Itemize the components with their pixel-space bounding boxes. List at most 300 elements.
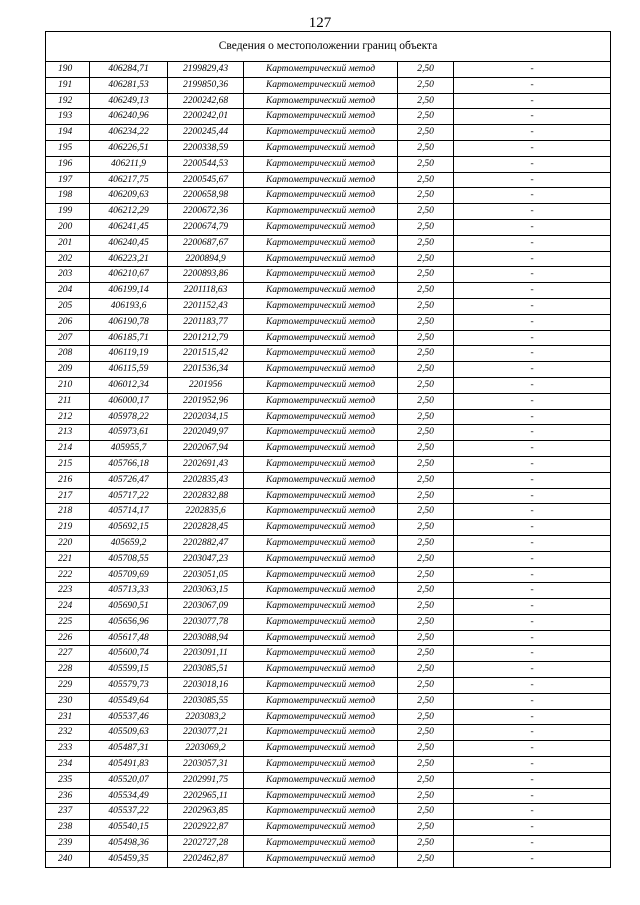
accuracy-cell: 2,50	[398, 393, 454, 409]
accuracy-cell: 2,50	[398, 646, 454, 662]
table-row	[46, 125, 611, 141]
method-cell: Картометрический метод	[244, 488, 398, 504]
point-number-cell: 239	[46, 836, 90, 852]
description-cell: -	[454, 267, 611, 283]
accuracy-cell: 2,50	[398, 156, 454, 172]
table-row	[46, 456, 611, 472]
description-cell: -	[454, 330, 611, 346]
accuracy-cell: 2,50	[398, 678, 454, 694]
y-coordinate-cell: 2203077,21	[168, 725, 244, 741]
description-cell: -	[454, 693, 611, 709]
y-coordinate-cell: 2200893,86	[168, 267, 244, 283]
point-number-cell: 224	[46, 599, 90, 615]
x-coordinate-cell: 406209,63	[90, 188, 168, 204]
point-number-cell: 203	[46, 267, 90, 283]
description-cell: -	[454, 851, 611, 867]
accuracy-cell: 2,50	[398, 725, 454, 741]
table-row	[46, 140, 611, 156]
point-number-cell: 196	[46, 156, 90, 172]
description-cell: -	[454, 204, 611, 220]
description-cell: -	[454, 583, 611, 599]
table-row	[46, 630, 611, 646]
description-cell: -	[454, 283, 611, 299]
y-coordinate-cell: 2200242,68	[168, 93, 244, 109]
table-row	[46, 314, 611, 330]
point-number-cell: 238	[46, 820, 90, 836]
point-number-cell: 222	[46, 567, 90, 583]
accuracy-cell: 2,50	[398, 551, 454, 567]
table-row	[46, 678, 611, 694]
point-number-cell: 226	[46, 630, 90, 646]
point-number-cell: 225	[46, 614, 90, 630]
method-cell: Картометрический метод	[244, 725, 398, 741]
table-body	[46, 32, 611, 868]
method-cell: Картометрический метод	[244, 314, 398, 330]
table-row	[46, 788, 611, 804]
method-cell: Картометрический метод	[244, 93, 398, 109]
table-row	[46, 77, 611, 93]
point-number-cell: 198	[46, 188, 90, 204]
accuracy-cell: 2,50	[398, 504, 454, 520]
method-cell: Картометрический метод	[244, 77, 398, 93]
table-row	[46, 504, 611, 520]
point-number-cell: 216	[46, 472, 90, 488]
y-coordinate-cell: 2201952,96	[168, 393, 244, 409]
y-coordinate-cell: 2200245,44	[168, 125, 244, 141]
table-row	[46, 757, 611, 773]
method-cell: Картометрический метод	[244, 836, 398, 852]
table-row	[46, 62, 611, 78]
method-cell: Картометрический метод	[244, 788, 398, 804]
method-cell: Картометрический метод	[244, 298, 398, 314]
point-number-cell: 236	[46, 788, 90, 804]
y-coordinate-cell: 2203077,78	[168, 614, 244, 630]
x-coordinate-cell: 405487,31	[90, 741, 168, 757]
description-cell: -	[454, 567, 611, 583]
x-coordinate-cell: 406226,51	[90, 140, 168, 156]
accuracy-cell: 2,50	[398, 614, 454, 630]
x-coordinate-cell: 405540,15	[90, 820, 168, 836]
description-cell: -	[454, 219, 611, 235]
method-cell: Картометрический метод	[244, 62, 398, 78]
accuracy-cell: 2,50	[398, 409, 454, 425]
table-row	[46, 267, 611, 283]
description-cell: -	[454, 251, 611, 267]
accuracy-cell: 2,50	[398, 583, 454, 599]
point-number-cell: 231	[46, 709, 90, 725]
table-row	[46, 599, 611, 615]
accuracy-cell: 2,50	[398, 298, 454, 314]
description-cell: -	[454, 156, 611, 172]
table-row	[46, 393, 611, 409]
x-coordinate-cell: 406249,13	[90, 93, 168, 109]
accuracy-cell: 2,50	[398, 741, 454, 757]
table-row	[46, 156, 611, 172]
y-coordinate-cell: 2200687,67	[168, 235, 244, 251]
point-number-cell: 190	[46, 62, 90, 78]
method-cell: Картометрический метод	[244, 109, 398, 125]
point-number-cell: 195	[46, 140, 90, 156]
description-cell: -	[454, 836, 611, 852]
description-cell: -	[454, 62, 611, 78]
accuracy-cell: 2,50	[398, 204, 454, 220]
boundary-table	[45, 31, 611, 868]
method-cell: Картометрический метод	[244, 583, 398, 599]
accuracy-cell: 2,50	[398, 188, 454, 204]
x-coordinate-cell: 406185,71	[90, 330, 168, 346]
x-coordinate-cell: 405537,22	[90, 804, 168, 820]
point-number-cell: 233	[46, 741, 90, 757]
description-cell: -	[454, 409, 611, 425]
method-cell: Картометрический метод	[244, 804, 398, 820]
x-coordinate-cell: 405955,7	[90, 441, 168, 457]
y-coordinate-cell: 2203067,09	[168, 599, 244, 615]
description-cell: -	[454, 140, 611, 156]
description-cell: -	[454, 377, 611, 393]
point-number-cell: 201	[46, 235, 90, 251]
accuracy-cell: 2,50	[398, 599, 454, 615]
y-coordinate-cell: 2202727,28	[168, 836, 244, 852]
y-coordinate-cell: 2203091,11	[168, 646, 244, 662]
point-number-cell: 223	[46, 583, 90, 599]
method-cell: Картометрический метод	[244, 283, 398, 299]
x-coordinate-cell: 406240,96	[90, 109, 168, 125]
y-coordinate-cell: 2202835,43	[168, 472, 244, 488]
method-cell: Картометрический метод	[244, 678, 398, 694]
table-row	[46, 188, 611, 204]
method-cell: Картометрический метод	[244, 535, 398, 551]
y-coordinate-cell: 2200894,9	[168, 251, 244, 267]
table-row	[46, 330, 611, 346]
method-cell: Картометрический метод	[244, 140, 398, 156]
y-coordinate-cell: 2201956	[168, 377, 244, 393]
point-number-cell: 207	[46, 330, 90, 346]
table-row	[46, 520, 611, 536]
description-cell: -	[454, 77, 611, 93]
point-number-cell: 228	[46, 662, 90, 678]
x-coordinate-cell: 406281,53	[90, 77, 168, 93]
accuracy-cell: 2,50	[398, 488, 454, 504]
x-coordinate-cell: 406240,45	[90, 235, 168, 251]
x-coordinate-cell: 406119,19	[90, 346, 168, 362]
x-coordinate-cell: 406000,17	[90, 393, 168, 409]
table-row	[46, 377, 611, 393]
description-cell: -	[454, 535, 611, 551]
point-number-cell: 229	[46, 678, 90, 694]
x-coordinate-cell: 405549,64	[90, 693, 168, 709]
table-row	[46, 709, 611, 725]
table-row	[46, 409, 611, 425]
method-cell: Картометрический метод	[244, 172, 398, 188]
y-coordinate-cell: 2202691,43	[168, 456, 244, 472]
method-cell: Картометрический метод	[244, 235, 398, 251]
accuracy-cell: 2,50	[398, 219, 454, 235]
x-coordinate-cell: 406115,59	[90, 362, 168, 378]
y-coordinate-cell: 2203063,15	[168, 583, 244, 599]
description-cell: -	[454, 725, 611, 741]
accuracy-cell: 2,50	[398, 425, 454, 441]
method-cell: Картометрический метод	[244, 772, 398, 788]
x-coordinate-cell: 405766,18	[90, 456, 168, 472]
y-coordinate-cell: 2200658,98	[168, 188, 244, 204]
y-coordinate-cell: 2203069,2	[168, 741, 244, 757]
accuracy-cell: 2,50	[398, 693, 454, 709]
description-cell: -	[454, 188, 611, 204]
y-coordinate-cell: 2201183,77	[168, 314, 244, 330]
description-cell: -	[454, 630, 611, 646]
table-row	[46, 219, 611, 235]
table-row	[46, 251, 611, 267]
x-coordinate-cell: 406234,22	[90, 125, 168, 141]
method-cell: Картометрический метод	[244, 472, 398, 488]
description-cell: -	[454, 472, 611, 488]
description-cell: -	[454, 599, 611, 615]
y-coordinate-cell: 2202034,15	[168, 409, 244, 425]
accuracy-cell: 2,50	[398, 662, 454, 678]
table-row	[46, 646, 611, 662]
x-coordinate-cell: 405978,22	[90, 409, 168, 425]
y-coordinate-cell: 2202882,47	[168, 535, 244, 551]
x-coordinate-cell: 406190,78	[90, 314, 168, 330]
table-row	[46, 567, 611, 583]
description-cell: -	[454, 551, 611, 567]
x-coordinate-cell: 405659,2	[90, 535, 168, 551]
method-cell: Картометрический метод	[244, 441, 398, 457]
accuracy-cell: 2,50	[398, 709, 454, 725]
point-number-cell: 215	[46, 456, 90, 472]
x-coordinate-cell: 405973,61	[90, 425, 168, 441]
table-row	[46, 741, 611, 757]
description-cell: -	[454, 125, 611, 141]
point-number-cell: 230	[46, 693, 90, 709]
point-number-cell: 210	[46, 377, 90, 393]
x-coordinate-cell: 406241,45	[90, 219, 168, 235]
point-number-cell: 220	[46, 535, 90, 551]
x-coordinate-cell: 405599,15	[90, 662, 168, 678]
description-cell: -	[454, 646, 611, 662]
y-coordinate-cell: 2202963,85	[168, 804, 244, 820]
method-cell: Картометрический метод	[244, 820, 398, 836]
y-coordinate-cell: 2202922,87	[168, 820, 244, 836]
table-row	[46, 725, 611, 741]
point-number-cell: 218	[46, 504, 90, 520]
accuracy-cell: 2,50	[398, 820, 454, 836]
description-cell: -	[454, 109, 611, 125]
method-cell: Картометрический метод	[244, 551, 398, 567]
y-coordinate-cell: 2201536,34	[168, 362, 244, 378]
y-coordinate-cell: 2199850,36	[168, 77, 244, 93]
y-coordinate-cell: 2200672,36	[168, 204, 244, 220]
point-number-cell: 219	[46, 520, 90, 536]
accuracy-cell: 2,50	[398, 804, 454, 820]
y-coordinate-cell: 2200242,01	[168, 109, 244, 125]
method-cell: Картометрический метод	[244, 125, 398, 141]
table-row	[46, 535, 611, 551]
description-cell: -	[454, 93, 611, 109]
x-coordinate-cell: 406199,14	[90, 283, 168, 299]
point-number-cell: 200	[46, 219, 90, 235]
method-cell: Картометрический метод	[244, 219, 398, 235]
method-cell: Картометрический метод	[244, 456, 398, 472]
x-coordinate-cell: 406211,9	[90, 156, 168, 172]
accuracy-cell: 2,50	[398, 93, 454, 109]
accuracy-cell: 2,50	[398, 77, 454, 93]
table-row	[46, 772, 611, 788]
point-number-cell: 208	[46, 346, 90, 362]
description-cell: -	[454, 504, 611, 520]
y-coordinate-cell: 2202832,88	[168, 488, 244, 504]
accuracy-cell: 2,50	[398, 235, 454, 251]
y-coordinate-cell: 2203018,16	[168, 678, 244, 694]
accuracy-cell: 2,50	[398, 567, 454, 583]
table-row	[46, 551, 611, 567]
point-number-cell: 227	[46, 646, 90, 662]
y-coordinate-cell: 2202835,6	[168, 504, 244, 520]
description-cell: -	[454, 393, 611, 409]
table-row	[46, 109, 611, 125]
x-coordinate-cell: 405534,49	[90, 788, 168, 804]
description-cell: -	[454, 456, 611, 472]
x-coordinate-cell: 405713,33	[90, 583, 168, 599]
point-number-cell: 232	[46, 725, 90, 741]
accuracy-cell: 2,50	[398, 314, 454, 330]
method-cell: Картометрический метод	[244, 741, 398, 757]
point-number-cell: 197	[46, 172, 90, 188]
point-number-cell: 234	[46, 757, 90, 773]
table-row	[46, 204, 611, 220]
point-number-cell: 206	[46, 314, 90, 330]
method-cell: Картометрический метод	[244, 567, 398, 583]
description-cell: -	[454, 678, 611, 694]
point-number-cell: 199	[46, 204, 90, 220]
description-cell: -	[454, 362, 611, 378]
accuracy-cell: 2,50	[398, 109, 454, 125]
table-row	[46, 804, 611, 820]
accuracy-cell: 2,50	[398, 456, 454, 472]
table-row	[46, 488, 611, 504]
table-row	[46, 235, 611, 251]
accuracy-cell: 2,50	[398, 851, 454, 867]
y-coordinate-cell: 2201152,43	[168, 298, 244, 314]
description-cell: -	[454, 298, 611, 314]
accuracy-cell: 2,50	[398, 362, 454, 378]
x-coordinate-cell: 405717,22	[90, 488, 168, 504]
x-coordinate-cell: 405579,73	[90, 678, 168, 694]
x-coordinate-cell: 405617,48	[90, 630, 168, 646]
table-row	[46, 851, 611, 867]
description-cell: -	[454, 235, 611, 251]
x-coordinate-cell: 405709,69	[90, 567, 168, 583]
table-row	[46, 693, 611, 709]
x-coordinate-cell: 405537,46	[90, 709, 168, 725]
point-number-cell: 205	[46, 298, 90, 314]
table-row	[46, 93, 611, 109]
point-number-cell: 240	[46, 851, 90, 867]
table-row	[46, 362, 611, 378]
accuracy-cell: 2,50	[398, 267, 454, 283]
accuracy-cell: 2,50	[398, 836, 454, 852]
description-cell: -	[454, 788, 611, 804]
accuracy-cell: 2,50	[398, 172, 454, 188]
point-number-cell: 211	[46, 393, 90, 409]
accuracy-cell: 2,50	[398, 441, 454, 457]
x-coordinate-cell: 406212,29	[90, 204, 168, 220]
point-number-cell: 237	[46, 804, 90, 820]
table-row	[46, 298, 611, 314]
table-row	[46, 836, 611, 852]
accuracy-cell: 2,50	[398, 377, 454, 393]
y-coordinate-cell: 2200545,67	[168, 172, 244, 188]
accuracy-cell: 2,50	[398, 140, 454, 156]
method-cell: Картометрический метод	[244, 504, 398, 520]
point-number-cell: 221	[46, 551, 90, 567]
y-coordinate-cell: 2199829,43	[168, 62, 244, 78]
x-coordinate-cell: 405491,83	[90, 757, 168, 773]
description-cell: -	[454, 172, 611, 188]
x-coordinate-cell: 405656,96	[90, 614, 168, 630]
table-row	[46, 172, 611, 188]
method-cell: Картометрический метод	[244, 851, 398, 867]
point-number-cell: 209	[46, 362, 90, 378]
y-coordinate-cell: 2202049,97	[168, 425, 244, 441]
method-cell: Картометрический метод	[244, 630, 398, 646]
table-row	[46, 614, 611, 630]
y-coordinate-cell: 2203051,05	[168, 567, 244, 583]
y-coordinate-cell: 2203085,51	[168, 662, 244, 678]
description-cell: -	[454, 709, 611, 725]
point-number-cell: 235	[46, 772, 90, 788]
table-title-row	[46, 32, 611, 62]
accuracy-cell: 2,50	[398, 757, 454, 773]
table-row	[46, 346, 611, 362]
description-cell: -	[454, 346, 611, 362]
description-cell: -	[454, 314, 611, 330]
method-cell: Картометрический метод	[244, 599, 398, 615]
method-cell: Картометрический метод	[244, 757, 398, 773]
x-coordinate-cell: 406223,21	[90, 251, 168, 267]
method-cell: Картометрический метод	[244, 362, 398, 378]
point-number-cell: 191	[46, 77, 90, 93]
point-number-cell: 214	[46, 441, 90, 457]
method-cell: Картометрический метод	[244, 204, 398, 220]
y-coordinate-cell: 2200544,53	[168, 156, 244, 172]
y-coordinate-cell: 2202462,87	[168, 851, 244, 867]
accuracy-cell: 2,50	[398, 630, 454, 646]
method-cell: Картометрический метод	[244, 662, 398, 678]
method-cell: Картометрический метод	[244, 709, 398, 725]
accuracy-cell: 2,50	[398, 346, 454, 362]
point-number-cell: 202	[46, 251, 90, 267]
accuracy-cell: 2,50	[398, 330, 454, 346]
table-row	[46, 472, 611, 488]
description-cell: -	[454, 488, 611, 504]
x-coordinate-cell: 406012,34	[90, 377, 168, 393]
table-row	[46, 583, 611, 599]
x-coordinate-cell: 405690,51	[90, 599, 168, 615]
description-cell: -	[454, 820, 611, 836]
accuracy-cell: 2,50	[398, 520, 454, 536]
y-coordinate-cell: 2202991,75	[168, 772, 244, 788]
x-coordinate-cell: 406284,71	[90, 62, 168, 78]
description-cell: -	[454, 614, 611, 630]
y-coordinate-cell: 2202965,11	[168, 788, 244, 804]
point-number-cell: 194	[46, 125, 90, 141]
y-coordinate-cell: 2200674,79	[168, 219, 244, 235]
x-coordinate-cell: 406193,6	[90, 298, 168, 314]
x-coordinate-cell: 406210,67	[90, 267, 168, 283]
accuracy-cell: 2,50	[398, 535, 454, 551]
y-coordinate-cell: 2203088,94	[168, 630, 244, 646]
